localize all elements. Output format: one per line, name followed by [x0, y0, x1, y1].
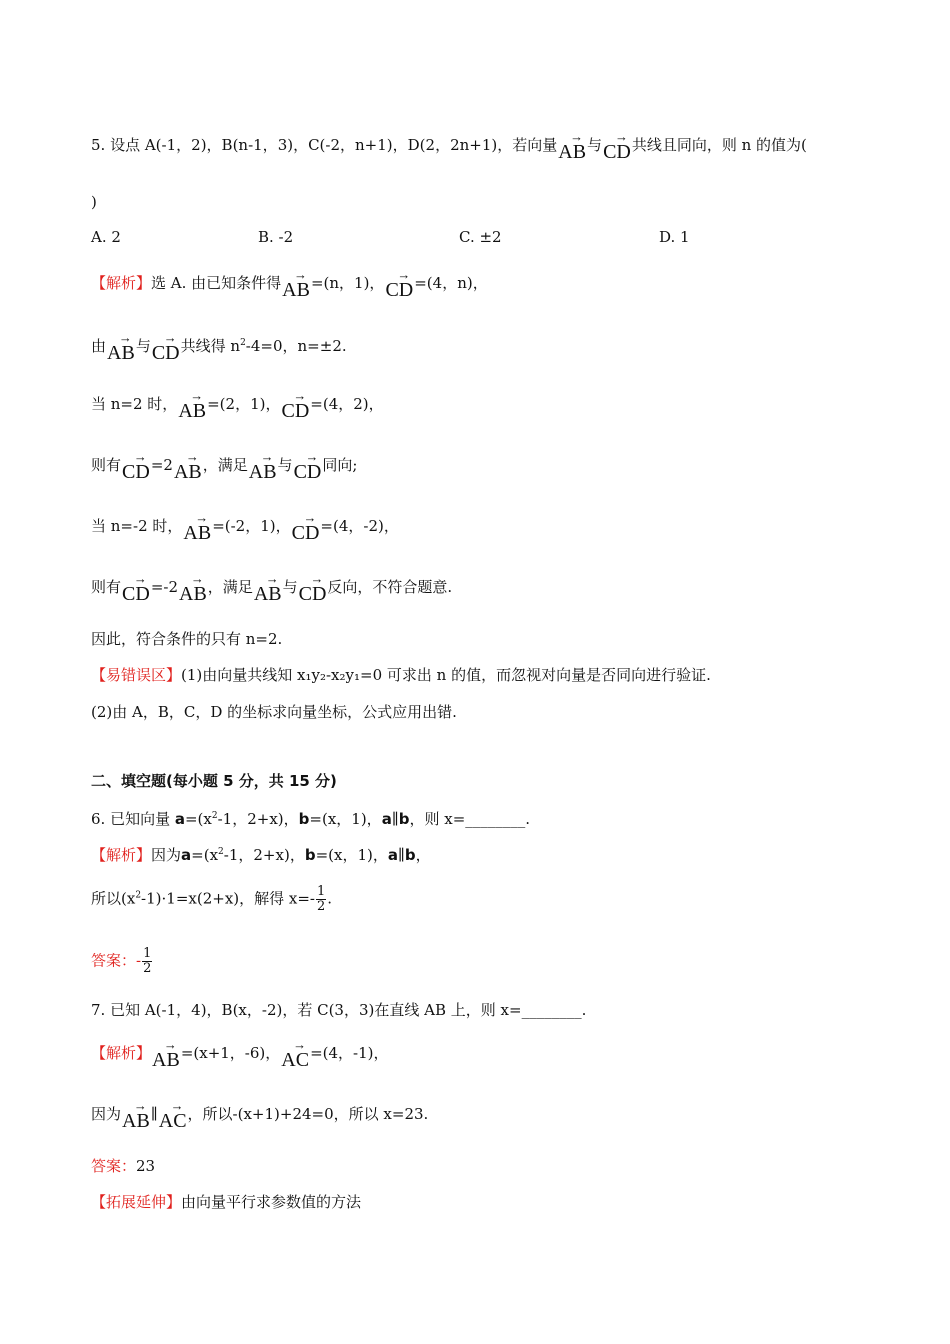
q5-stem: 5. 设点 A(-1，2)，B(n-1，3)，C(-2，n+1)，D(2，2n+1)，若向量 → AB与 → CD共线且同向，则 n 的值为(: [91, 129, 807, 163]
q5-paren-close: ): [91, 193, 97, 211]
q6-analysis-line-2: 所以$(x^2-1)\cdot 1=x(2+x)$，解得 x=- $\frac{1}{2}$ .: [91, 884, 333, 914]
vector-ab: → AB: [173, 449, 202, 483]
section-title: 二、填空题(每小题 5 分，共 15 分): [91, 772, 337, 790]
vector-cd: → CD: [122, 571, 150, 605]
q5-analysis-line-6: 则有 → CD=-2 → AB，满足 → AB与 → CD反向，不符合题意.: [91, 571, 453, 605]
error-tag: 【易错误区】: [91, 666, 182, 684]
q5-error-zone-1: 【易错误区】(1)由向量共线知 x₁y₂-x₂y₁=0 可求出 n 的值，而忽视对向量是否同向进行验证.: [91, 666, 711, 684]
analysis-tag: 【解析】: [91, 1044, 152, 1062]
vector-cd: → CD: [293, 449, 322, 483]
vector-cd: → CD: [151, 330, 180, 364]
vector-ac: → AC: [281, 1037, 310, 1071]
vector-ab: → AB: [183, 510, 212, 544]
q5-analysis-line-2: 由 → AB与 → CD共线得 $n^2-4=0$，n=±2.: [91, 330, 347, 364]
fraction-one-half: $\frac{1}{2}$: [143, 946, 152, 976]
vector-ab: → AB: [179, 571, 207, 605]
q5-option-d: D. 1: [659, 228, 690, 246]
q5-analysis-line-1: 【解析】选 A. 由已知条件得 → AB=(n，1)， → CD=(4，n)，: [91, 267, 488, 301]
vector-ab: → AB: [558, 129, 587, 163]
q5-conclusion: 因此，符合条件的只有 n=2.: [91, 630, 283, 648]
q6-stem: 6. 已知向量 $a=(x^2-1$，2+x)，b=(x，1)，a∥b，则 x=________.: [91, 810, 531, 828]
q5-analysis-line-5: 当 n=-2 时， → AB=(-2，1)， → CD=(4，-2)，: [91, 510, 399, 544]
q7-analysis-line-1: 【解析】 → AB=(x+1，-6)， → AC=(4，-1)，: [91, 1037, 389, 1071]
fraction-one-half: $\frac{1}{2}$: [317, 884, 326, 914]
vector-ac: → AC: [158, 1098, 187, 1132]
q5-option-b: B. -2: [258, 228, 294, 246]
vector-ab: → AB: [122, 1098, 150, 1132]
vector-cd: → CD: [385, 267, 414, 301]
q5-error-zone-2: (2)由 A，B，C，D 的坐标求向量坐标，公式应用出错.: [91, 703, 457, 721]
q5-analysis-line-3: 当 n=2 时， → AB=(2，1)， → CD=(4，2)，: [91, 388, 384, 422]
q7-stem: 7. 已知 A(-1，4)，B(x，-2)，若 C(3，3)在直线 AB 上，则 x=________.: [91, 1001, 587, 1019]
q7-analysis-line-2: 因为 → AB∥ → AC，所以-(x+1)+24=0，所以 x=23.: [91, 1098, 429, 1132]
vector-cd: → CD: [298, 571, 327, 605]
vector-cd: → CD: [603, 129, 631, 163]
vector-cd: → CD: [291, 510, 320, 544]
q5-option-c: C. ±2: [459, 228, 502, 246]
vector-ab: → AB: [282, 267, 310, 301]
q7-answer: 答案：23: [91, 1157, 156, 1175]
q6-analysis-line-1: 【解析】因为$a=(x^2-1$，2+x)，b=(x，1)，a∥b，: [91, 846, 431, 864]
vector-cd: → CD: [281, 388, 310, 422]
q7-extension: 【拓展延伸】由向量平行求参数值的方法: [91, 1193, 362, 1211]
vector-ab: → AB: [253, 571, 282, 605]
extension-tag: 【拓展延伸】: [91, 1193, 182, 1211]
analysis-tag: 【解析】: [91, 274, 152, 292]
analysis-tag: 【解析】: [91, 846, 152, 864]
vector-ab: → AB: [107, 330, 135, 364]
vector-ab: → AB: [178, 388, 207, 422]
q5-analysis-line-4: 则有 → CD=2 → AB，满足 → AB与 → CD同向;: [91, 449, 358, 483]
vector-ab: → AB: [248, 449, 277, 483]
vector-cd: → CD: [122, 449, 150, 483]
vector-ab: → AB: [152, 1037, 180, 1071]
q6-answer: 答案：- $\frac{1}{2}$: [91, 946, 152, 976]
q5-option-a: A. 2: [91, 228, 121, 246]
